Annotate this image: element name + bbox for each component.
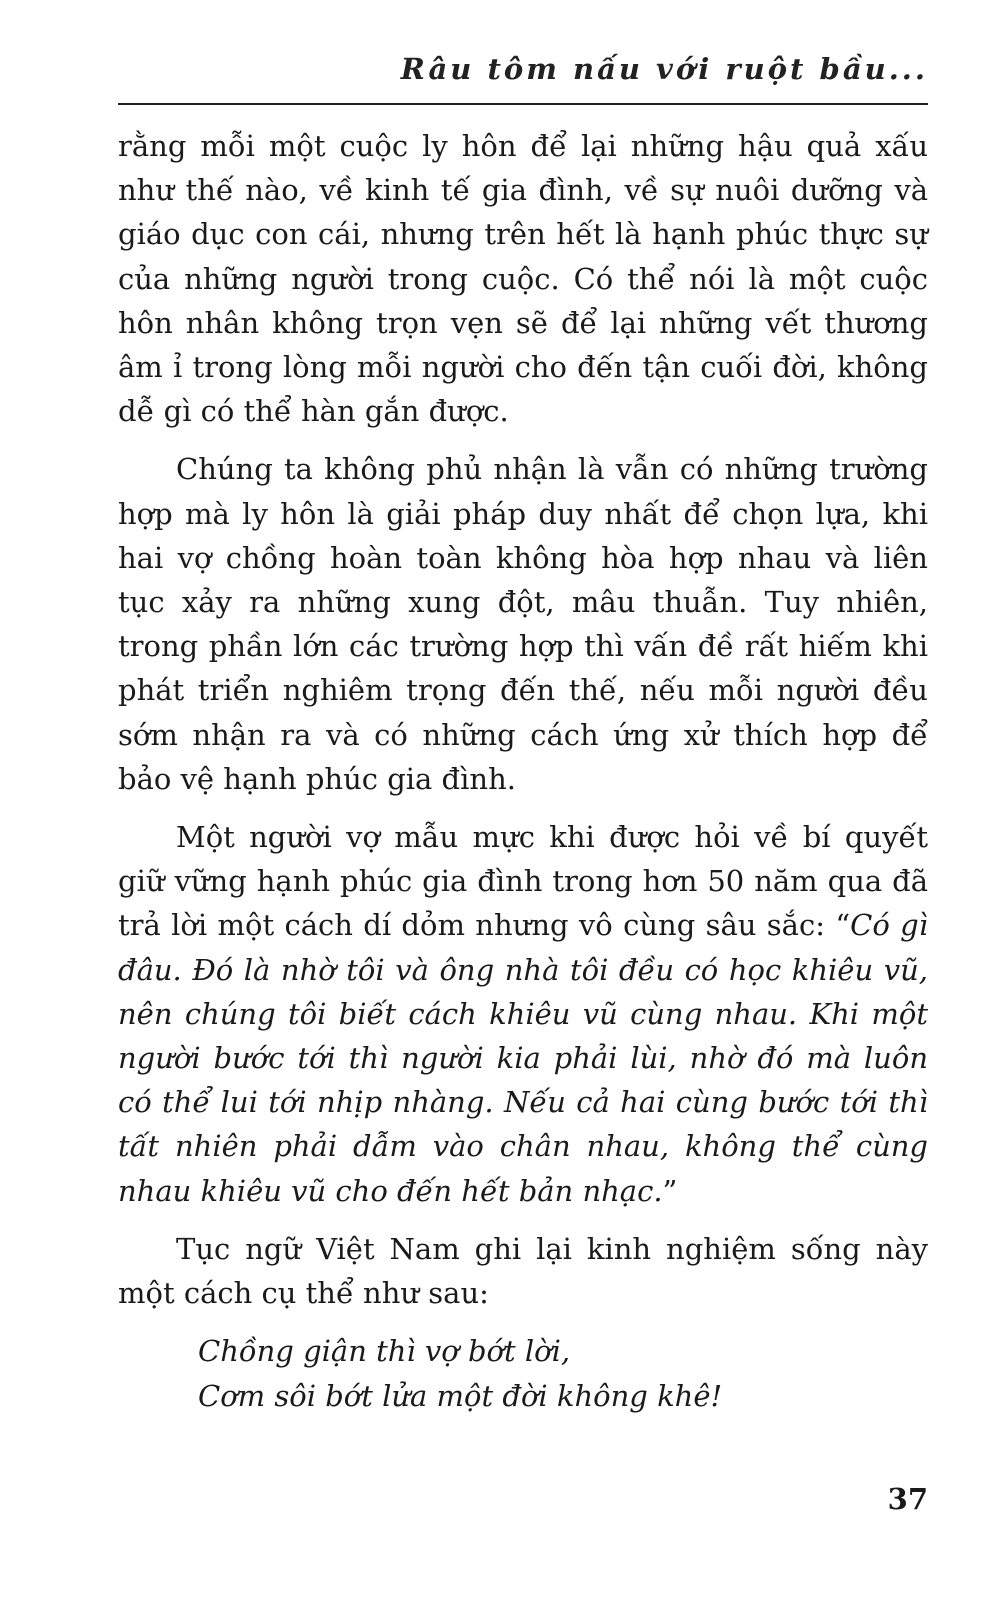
proverb-verse (198, 1329, 928, 1418)
paragraph-3-text: Một người vợ mẫu mực khi được hỏi về bí quyết giữ vững hạnh phúc gia đình trong hơn 50 năm qua đã trả lời một cách dí dỏm nhưng vô cùng sâu sắc: “ (118, 820, 928, 943)
page-number: 37 (887, 1482, 928, 1516)
paragraph-3-quote-close: ” (662, 1173, 678, 1208)
header-rule (118, 103, 928, 105)
paragraph-3 (118, 815, 928, 1213)
paragraph-1: rằng mỗi một cuộc ly hôn để lại những hậu quả xấu như thế nào, về kinh tế gia đình, về sự nuôi dưỡng và giáo dục con cái, nhưng trên hết là hạnh phúc thực sự của những người trong cuộc. Có thể nói là một cuộc hôn nhân không trọn vẹn sẽ để lại những vết thương âm ỉ trong lòng mỗi người cho đến tận cuối đời, không dễ gì có thể hàn gắn được. (118, 129, 928, 429)
verse-line-2: Cơm sôi bớt lửa một đời không khê! (198, 1378, 723, 1413)
paragraph-3-quote: Có gì đâu. Đó là nhờ tôi và ông nhà tôi đều có học khiêu vũ, nên chúng tôi biết cách khiêu vũ cùng nhau. Khi một người bước tới thì người kia phải lùi, nhờ đó mà luôn có thể lui tới nhịp nhàng. Nếu cả hai cùng bước tới thì tất nhiên phải dẫm vào chân nhau, không thể cùng nhau khiêu vũ cho đến hết bản nhạc. (118, 908, 928, 1208)
body-text (118, 124, 928, 1418)
paragraph-4: Tục ngữ Việt Nam ghi lại kinh nghiệm sống này một cách cụ thể như sau: (118, 1231, 928, 1311)
running-title: Râu tôm nấu với ruột bầu... (400, 52, 928, 86)
paragraph-2: Chúng ta không phủ nhận là vẫn có những trường hợp mà ly hôn là giải pháp duy nhất để chọn lựa, khi hai vợ chồng hoàn toàn không hòa hợp nhau và liên tục xảy ra những xung đột, mâu thuẫn. Tuy nhiên, trong phần lớn các trường hợp thì vấn đề rất hiếm khi phát triển nghiêm trọng đến thế, nếu mỗi người đều sớm nhận ra và có những cách ứng xử thích hợp để bảo vệ hạnh phúc gia đình. (118, 452, 928, 796)
verse-line-1: Chồng giận thì vợ bớt lời, (198, 1334, 571, 1369)
